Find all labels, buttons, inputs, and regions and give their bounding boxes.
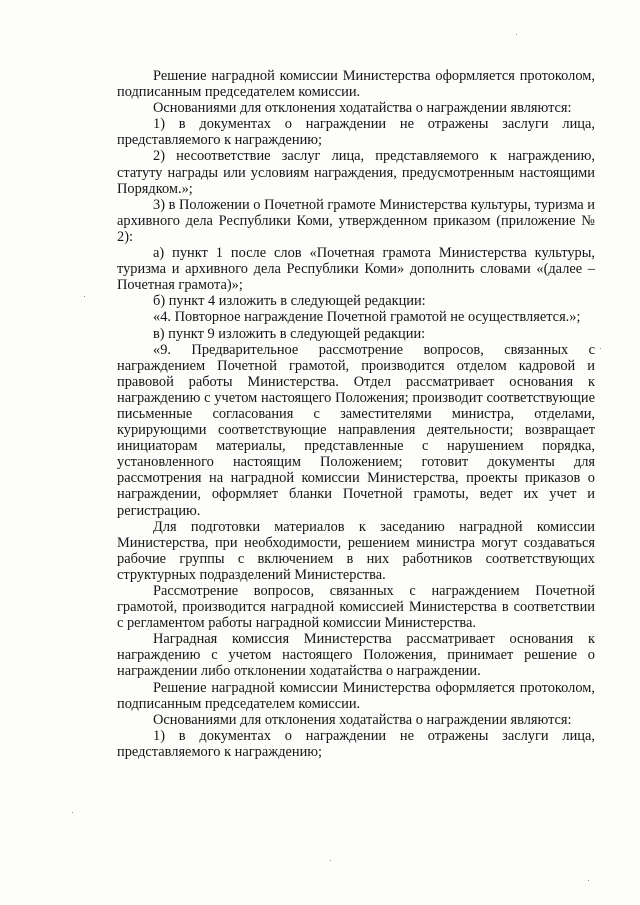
paragraph-subitem-a: а) пункт 1 после слов «Почетная грамота Министерства культуры, туризма и архивного дела Республики Коми» дополнить словами «(далее – Почетная грамота)»; — [117, 245, 595, 294]
paragraph-rejection-grounds-heading-repeat: Основаниями для отклонения ходатайства о награждении являются: — [153, 711, 572, 728]
paragraph-rejection-ground-2: 2) несоответствие заслуг лица, представляемого к награждению, статуту награды или условиям награждения, предусмотренным настоящими Порядком.»; — [117, 148, 595, 197]
paragraph-rejection-ground-1: 1) в документах о награждении не отражены заслуги лица, представляемого к награждению; — [117, 116, 595, 149]
scan-speck — [588, 880, 589, 881]
document-body — [117, 68, 595, 760]
paragraph-clause-4: «4. Повторное награждение Почетной грамотой не осуществляется.»; — [153, 309, 581, 326]
paragraph-subitem-v: в) пункт 9 изложить в следующей редакции: — [153, 325, 426, 342]
paragraph-commission-decision: Наградная комиссия Министерства рассматривает основания к награждению с учетом настоящего Положения, принимает решение о награждении либо отклонении ходатайства о награждении. — [117, 631, 595, 680]
paragraph-protocol-decision-repeat: Решение наградной комиссии Министерства оформляется протоколом, подписанным председателем комиссии. — [117, 679, 595, 712]
paragraph-working-groups: Для подготовки материалов к заседанию наградной комиссии Министерства, при необходимости, решением министра могут создаваться рабочие группы с включением в них работников соответствующих структурных подразделений Министерства. — [117, 518, 595, 583]
scan-speck — [516, 34, 517, 35]
scan-speck — [600, 348, 601, 349]
paragraph-rejection-grounds-heading: Основаниями для отклонения ходатайства о награждении являются: — [153, 100, 572, 117]
paragraph-subitem-b: б) пункт 4 изложить в следующей редакции: — [153, 293, 426, 310]
paragraph-item-3: 3) в Положении о Почетной грамоте Министерства культуры, туризма и архивного дела Республики Коми, утвержденном приказом (приложение № 2): — [117, 196, 595, 245]
scan-speck — [330, 860, 331, 861]
paragraph-protocol-decision: Решение наградной комиссии Министерства оформляется протоколом, подписанным председателем комиссии. — [117, 68, 595, 101]
paragraph-clause-9: «9. Предварительное рассмотрение вопросов, связанных с награждением Почетной грамотой, производится отделом кадровой и правовой работы Министерства. Отдел рассматривает основания к награждению с учетом настоящего Положения; производит соответствующие письменные согласования с заместителями министра, отделами, курирующими соответствующие направления деятельности; возвращает инициаторам материалы, представленные с нарушением порядка, установленного настоящим Положением; готовит документы для рассмотрения на наградной комиссии Министерства, проекты приказов о награждении, оформляет бланки Почетной грамоты, ведет их учет и регистрацию. — [117, 341, 595, 519]
scan-speck — [84, 296, 85, 297]
paragraph-commission-review: Рассмотрение вопросов, связанных с награждением Почетной грамотой, производится наградной комиссией Министерства в соответствии с регламентом работы наградной комиссии Министерства. — [117, 583, 595, 632]
paragraph-rejection-ground-1-repeat: 1) в документах о награждении не отражены заслуги лица, представляемого к награждению; — [117, 727, 595, 760]
scan-speck — [72, 812, 73, 813]
